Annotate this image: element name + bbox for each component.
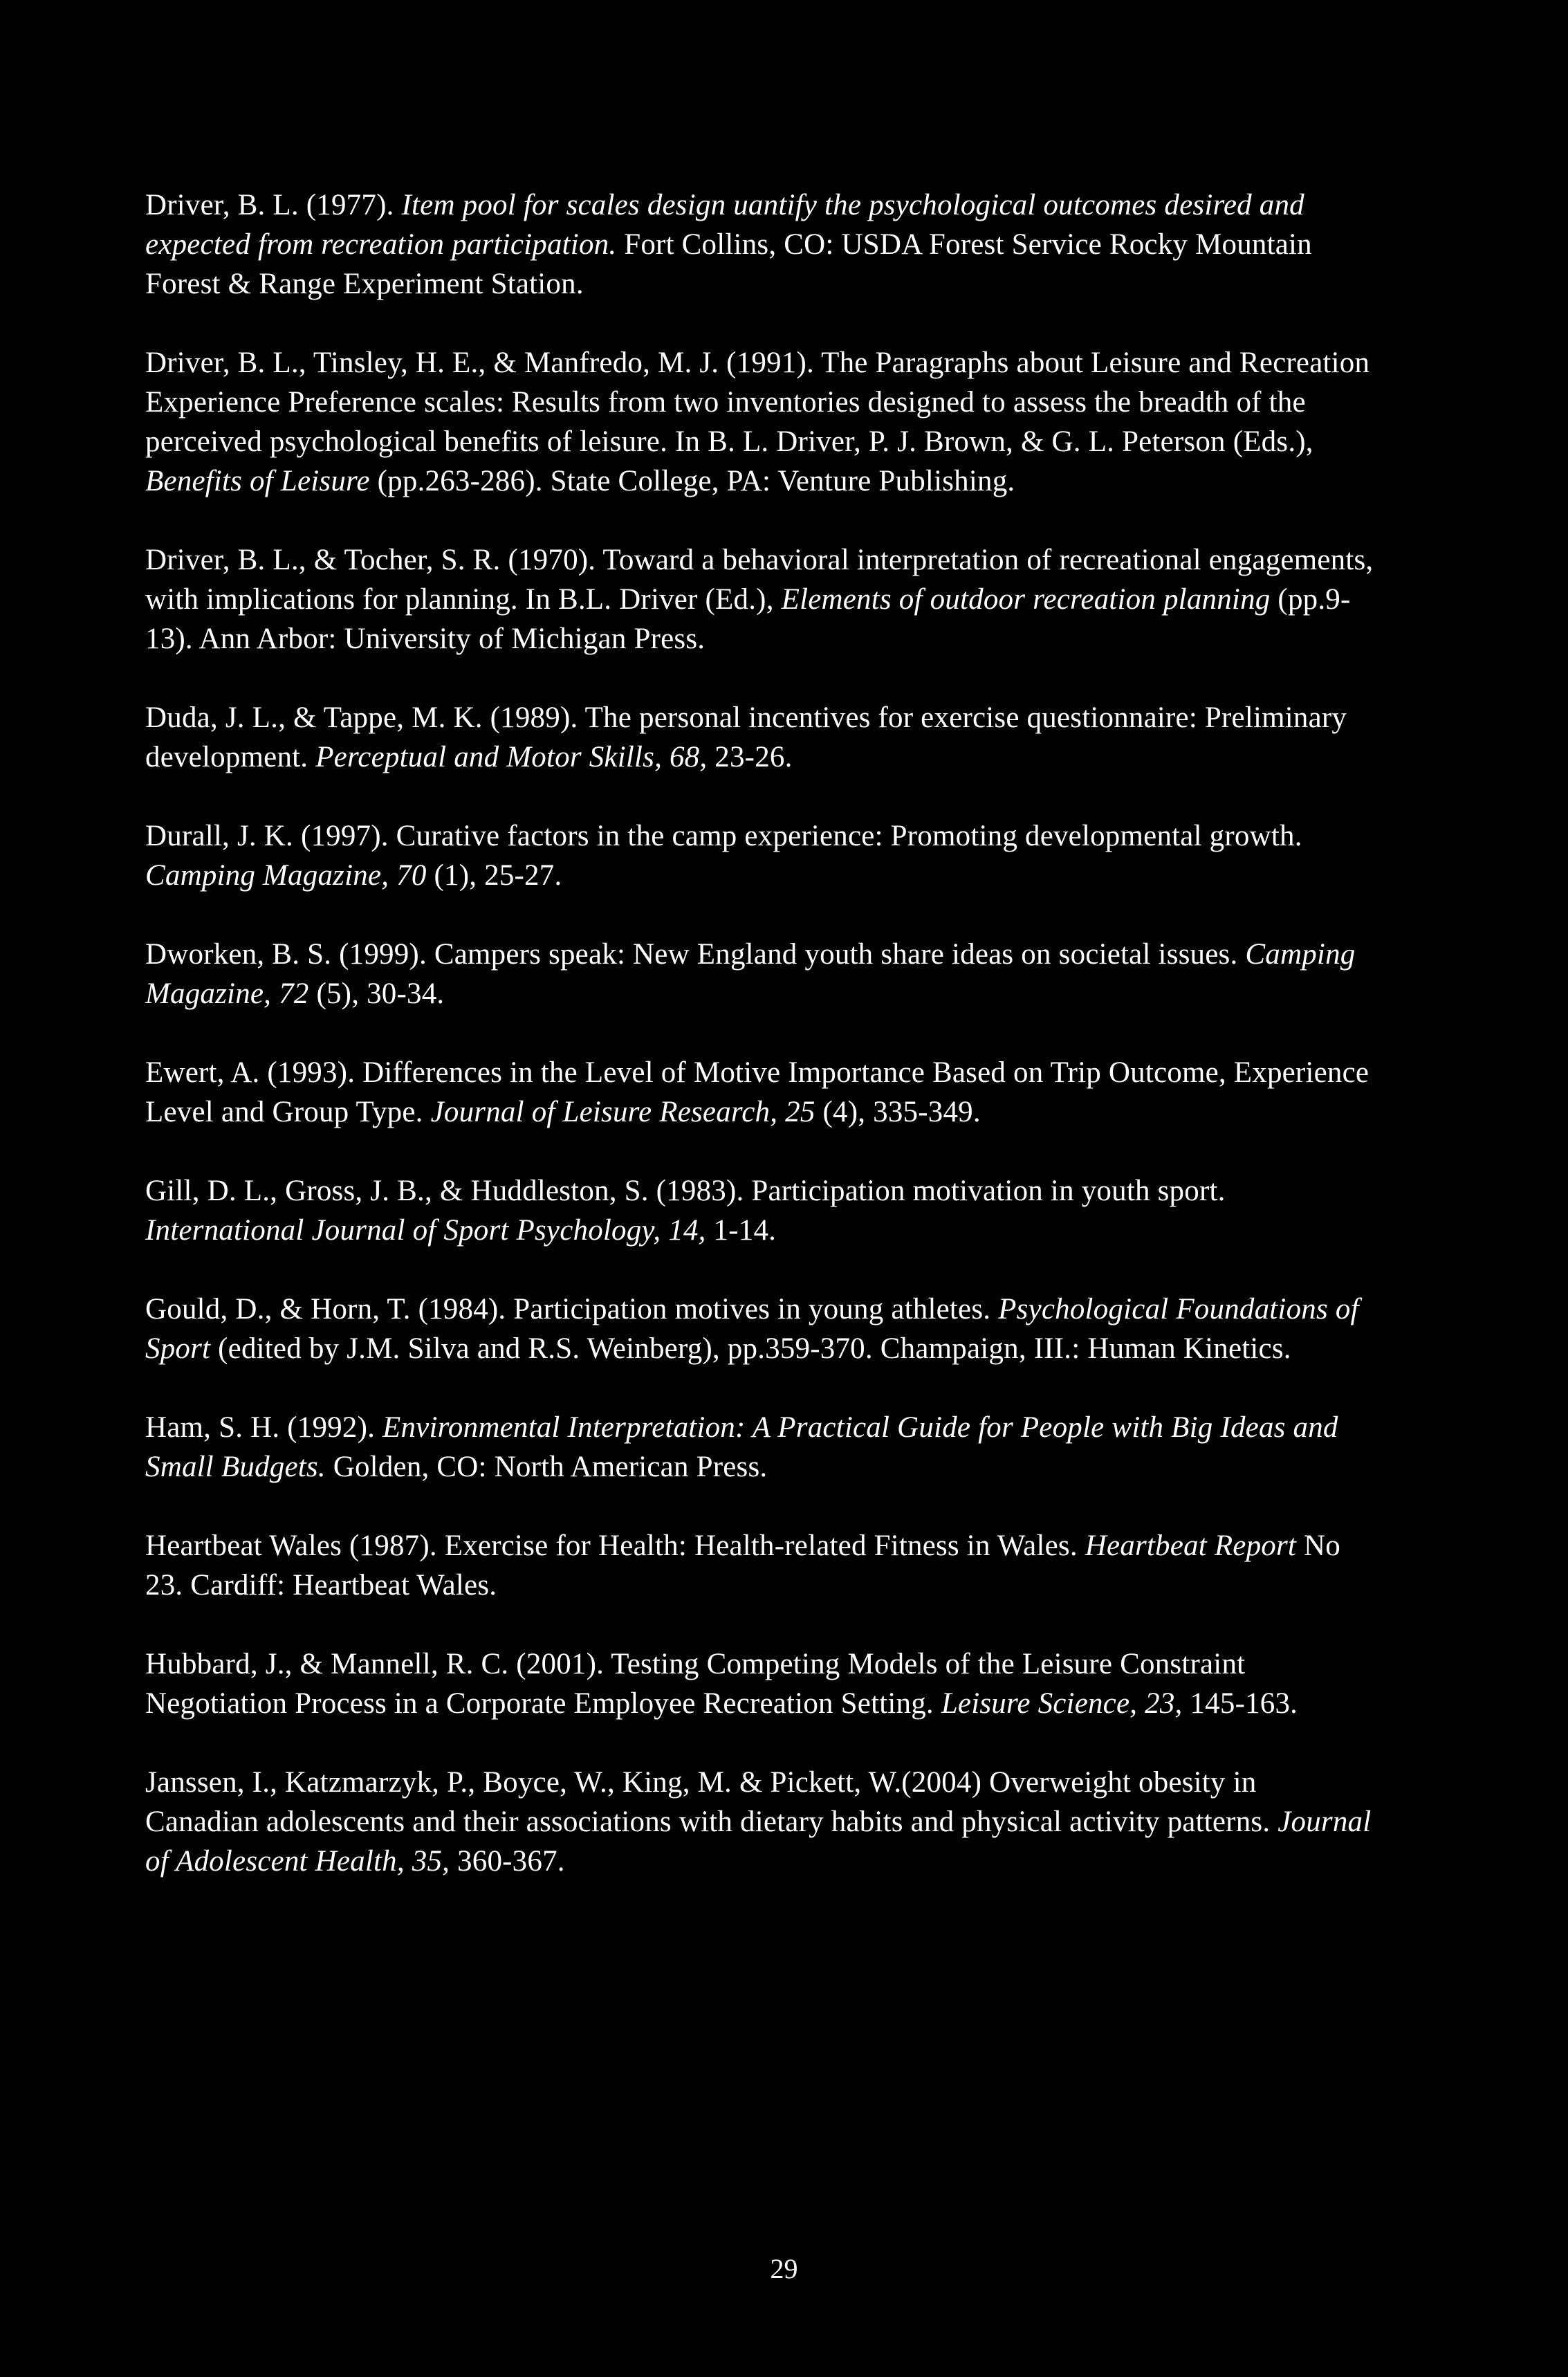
reference-text: Duda, J. L., & Tappe, M. K. (1989). The personal incentives for exercise questionnaire: Preliminary development.: [145, 701, 1347, 773]
reference-italic-title: Heartbeat Report: [1085, 1530, 1297, 1562]
reference-italic-title: Perceptual and Motor Skills, 68,: [315, 741, 708, 773]
reference-italic-title: Benefits of Leisure: [145, 465, 370, 497]
reference-entry: [145, 1408, 1376, 1487]
reference-text: Fort Collins, CO: USDA Forest Service Rocky Mountain Forest & Range Experiment Station.: [145, 228, 1312, 300]
reference-entry: [145, 698, 1376, 777]
reference-text: (4), 335-349.: [815, 1096, 981, 1128]
reference-entry: [145, 935, 1376, 1013]
reference-italic-title: Journal of Leisure Research, 25: [430, 1096, 815, 1128]
reference-italic-title: Camping Magazine, 72: [145, 938, 1356, 1010]
reference-text: No 23. Cardiff: Heartbeat Wales.: [145, 1530, 1340, 1602]
reference-text: Gill, D. L., Gross, J. B., & Huddleston, S. (1983). Participation motivation in youth sport.: [145, 1175, 1226, 1207]
reference-text: Heartbeat Wales (1987). Exercise for Health: Health-related Fitness in Wales.: [145, 1530, 1085, 1562]
reference-entry: [145, 540, 1376, 659]
reference-entry: [145, 1053, 1376, 1132]
reference-text: Gould, D., & Horn, T. (1984). Participation motives in young athletes.: [145, 1293, 999, 1325]
reference-entry: [145, 1526, 1376, 1605]
reference-text: (pp.263-286). State College, PA: Venture Publishing.: [369, 465, 1015, 497]
reference-text: Ham, S. H. (1992).: [145, 1411, 382, 1444]
reference-text: Janssen, I., Katzmarzyk, P., Boyce, W., King, M. & Pickett, W.(2004) Overweight obesity in Canadian adolescents and their associations with dietary habits and physical activity patterns.: [145, 1766, 1278, 1838]
reference-italic-title: Environmental Interpretation: A Practical Guide for People with Big Ideas and Small Budgets.: [145, 1411, 1338, 1483]
reference-italic-title: Leisure Science, 23,: [941, 1687, 1183, 1720]
reference-text: Golden, CO: North American Press.: [325, 1451, 768, 1483]
reference-text: Driver, B. L., Tinsley, H. E., & Manfredo, M. J. (1991). The Paragraphs about Leisure and Recreation Experience Preference scales: Results from two inventories designed to assess the breadth of the perceived psychological benefits of leisure. In B. L. Driver, P. J. Brown, & G. L. Peterson (Eds.),: [145, 347, 1370, 458]
reference-text: Driver, B. L. (1977).: [145, 189, 402, 221]
reference-entry: [145, 1644, 1376, 1723]
reference-italic-title: Journal of Adolescent Health, 35,: [145, 1806, 1372, 1878]
reference-text: (edited by J.M. Silva and R.S. Weinberg), pp.359-370. Champaign, III.: Human Kinetics.: [210, 1332, 1291, 1365]
reference-list: [145, 185, 1376, 1920]
reference-text: 1-14.: [705, 1214, 777, 1247]
reference-entry: [145, 343, 1376, 501]
reference-italic-title: Psychological Foundations of Sport: [145, 1293, 1359, 1365]
reference-text: Driver, B. L., & Tocher, S. R. (1970). Toward a behavioral interpretation of recreational engagements, with implications for planning. In B.L. Driver (Ed.),: [145, 544, 1374, 616]
reference-italic-title: Item pool for scales design uantify the psychological outcomes desired and expected from recreation participation.: [145, 189, 1304, 261]
reference-text: Hubbard, J., & Mannell, R. C. (2001). Testing Competing Models of the Leisure Constraint Negotiation Process in a Corporate Employee Recreation Setting.: [145, 1648, 1246, 1720]
reference-text: (5), 30-34.: [308, 978, 445, 1010]
reference-entry: [145, 816, 1376, 895]
reference-text: 145-163.: [1182, 1687, 1298, 1720]
page-number: 29: [770, 2253, 798, 2284]
reference-text: 23-26.: [707, 741, 793, 773]
reference-italic-title: Elements of outdoor recreation planning: [781, 583, 1271, 616]
reference-text: (1), 25-27.: [426, 859, 562, 892]
reference-entry: [145, 185, 1376, 304]
reference-entry: [145, 1290, 1376, 1368]
reference-text: 360-367.: [450, 1845, 565, 1878]
reference-text: Ewert, A. (1993). Differences in the Level of Motive Importance Based on Trip Outcome, Experience Level and Group Type.: [145, 1056, 1369, 1128]
reference-italic-title: Camping Magazine, 70: [145, 859, 427, 892]
reference-italic-title: International Journal of Sport Psychology, 14,: [145, 1214, 706, 1247]
reference-text: (pp.9-13). Ann Arbor: University of Michigan Press.: [145, 583, 1351, 655]
reference-entry: [145, 1171, 1376, 1250]
reference-entry: [145, 1763, 1376, 1881]
reference-text: Durall, J. K. (1997). Curative factors in the camp experience: Promoting developmental growth.: [145, 820, 1302, 852]
reference-text: Dworken, B. S. (1999). Campers speak: New England youth share ideas on societal issues.: [145, 938, 1246, 971]
